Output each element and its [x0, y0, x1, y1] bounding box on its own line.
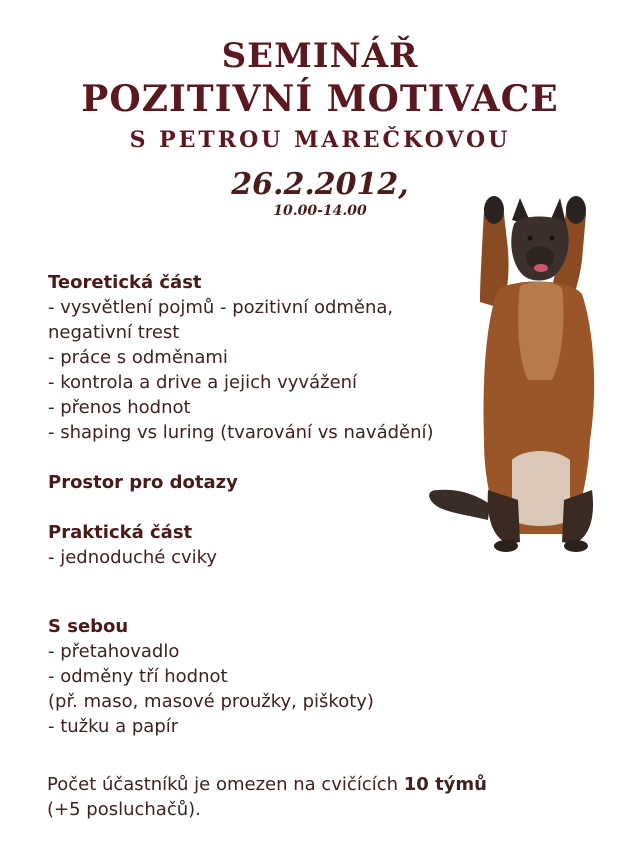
- dog-tongue: [534, 264, 548, 272]
- dog-hind-paw-left: [494, 540, 518, 552]
- theory-item: - shaping vs luring (tvarování vs navádění): [48, 422, 434, 443]
- dog-right-paw: [566, 196, 586, 224]
- dog-eye-left: [528, 236, 533, 241]
- bring-title: S sebou: [48, 616, 129, 637]
- dog-left-paw: [484, 196, 504, 224]
- theory-item: - kontrola a drive a jejich vyvážení: [48, 372, 358, 393]
- dog-chest: [518, 282, 563, 380]
- subtitle-lecturer: S PETROU MAREČKOVOU: [129, 127, 511, 153]
- bring-item: (př. maso, masové proužky, piškoty): [48, 691, 374, 712]
- dog-hind-paw-right: [564, 540, 588, 552]
- capacity-text: Počet účastníků je omezen na cvičících: [47, 774, 404, 795]
- capacity-note: [47, 772, 567, 822]
- event-time: 10.00-14.00: [273, 203, 367, 219]
- event-date: 26.2.2012,: [231, 167, 409, 202]
- poster-header: [0, 36, 640, 154]
- dog-belly: [512, 451, 570, 526]
- title-topic: POZITIVNÍ MOTIVACE: [81, 78, 559, 120]
- capacity-teams: 10 týmů: [403, 774, 487, 795]
- spacer: [48, 570, 468, 614]
- practice-title: Praktická část: [48, 522, 193, 543]
- program-content: [48, 270, 468, 739]
- practice-item: - jednoduché cviky: [48, 547, 218, 568]
- capacity-line-1: [47, 772, 567, 797]
- spacer: [48, 445, 468, 470]
- bring-item: - tužku a papír: [48, 716, 179, 737]
- theory-item: - přenos hodnot: [48, 397, 191, 418]
- bring-item: - odměny tří hodnot: [48, 666, 228, 687]
- theory-item: - práce s odměnami: [48, 347, 228, 368]
- theory-item: negativní trest: [48, 322, 180, 343]
- dog-eye-right: [550, 236, 555, 241]
- questions-title: Prostor pro dotazy: [48, 472, 238, 493]
- capacity-line-2: (+5 posluchačů).: [47, 799, 201, 820]
- bring-item: - přetahovadlo: [48, 641, 180, 662]
- spacer: [48, 495, 468, 520]
- theory-item: - vysvětlení pojmů - pozitivní odměna,: [48, 297, 394, 318]
- theory-title: Teoretická část: [48, 272, 202, 293]
- title-seminar: SEMINÁŘ: [221, 36, 419, 76]
